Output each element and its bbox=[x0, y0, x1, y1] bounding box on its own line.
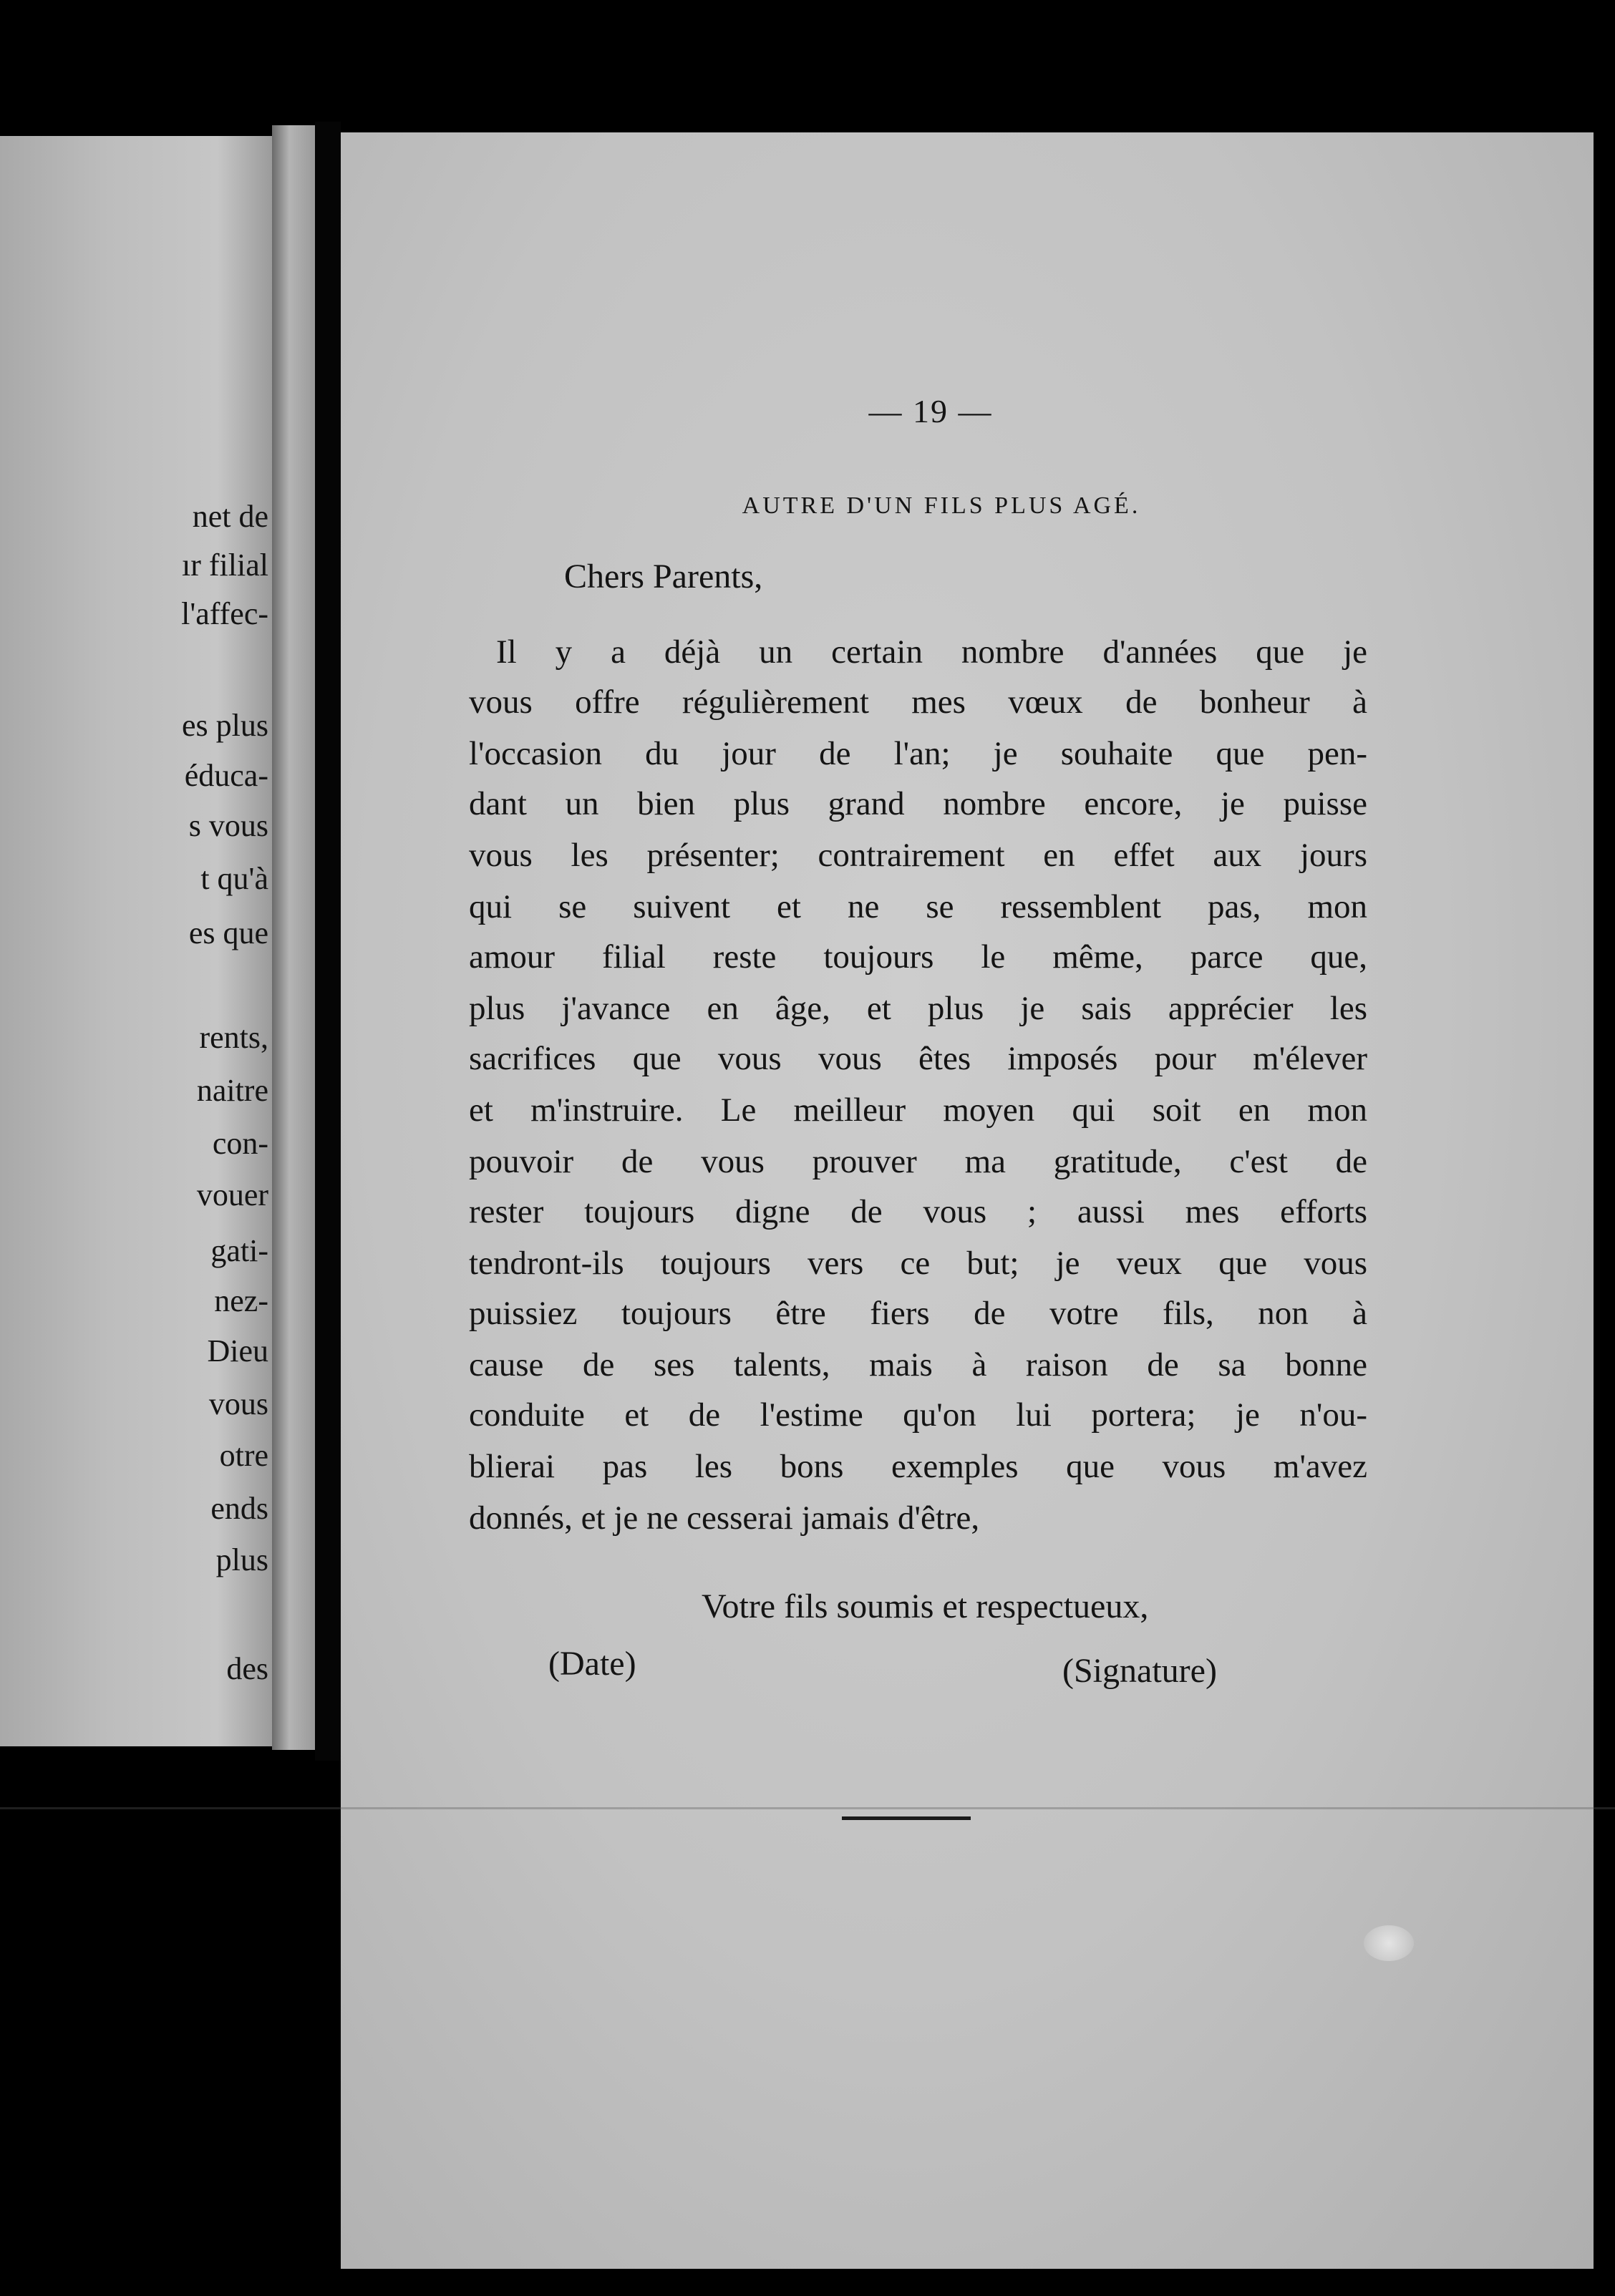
letter-body-line: vous les présenter; contrairement en effet aux jours bbox=[469, 837, 1367, 874]
letter-body-line: sacrifices que vous vous êtes imposés pour m'élever bbox=[469, 1040, 1367, 1077]
letter-body-line: vous offre régulièrement mes vœux de bonheur à bbox=[469, 684, 1367, 721]
left-page-line: otre bbox=[219, 1438, 268, 1473]
letter-body-line: et m'instruire. Le meilleur moyen qui soit en mon bbox=[469, 1091, 1367, 1129]
left-page-line: con- bbox=[212, 1126, 268, 1161]
left-page-line: ır filial bbox=[182, 548, 268, 583]
left-page-line: vous bbox=[208, 1386, 268, 1421]
letter-body-line: pouvoir de vous prouver ma gratitude, c'est de bbox=[469, 1143, 1367, 1180]
left-page-line: es que bbox=[188, 915, 268, 950]
left-page-line: s vous bbox=[188, 808, 268, 843]
paper-stain bbox=[1364, 1925, 1414, 1961]
letter-body-line: tendront-ils toujours vers ce but; je veux que vous bbox=[469, 1245, 1367, 1282]
left-page-line: nez- bbox=[214, 1283, 268, 1318]
left-page-line: es plus bbox=[182, 708, 268, 743]
scan-crease bbox=[0, 1807, 1615, 1809]
letter-body-line: rester toujours digne de vous ; aussi mes efforts bbox=[469, 1193, 1367, 1230]
left-page-line: t qu'à bbox=[200, 861, 268, 896]
left-page-line: Dieu bbox=[207, 1333, 268, 1368]
left-page-line: des bbox=[226, 1651, 268, 1686]
letter-body-line: dant un bien plus grand nombre encore, je puisse bbox=[469, 785, 1367, 822]
letter-body-line: qui se suivent et ne se ressemblent pas, mon bbox=[469, 888, 1367, 925]
letter-body-line: donnés, et je ne cesserai jamais d'être, bbox=[469, 1499, 980, 1537]
letter-body-line: amour filial reste toujours le même, parce que, bbox=[469, 938, 1367, 976]
end-rule bbox=[842, 1816, 971, 1820]
left-page-line: gati- bbox=[210, 1233, 268, 1268]
left-page-line: rents, bbox=[199, 1020, 268, 1055]
left-page-line: vouer bbox=[196, 1177, 268, 1212]
left-page-line: net de bbox=[192, 499, 268, 534]
letter-body-line: puissiez toujours être fiers de votre fils, non à bbox=[469, 1295, 1367, 1332]
left-page-line: naitre bbox=[196, 1073, 268, 1108]
left-page-edge bbox=[272, 125, 315, 1750]
letter-body-line: conduite et de l'estime qu'on lui portera; je n'ou- bbox=[469, 1396, 1367, 1434]
book-gutter bbox=[315, 122, 341, 1761]
letter-body-line: Il y a déjà un certain nombre d'années que je bbox=[496, 633, 1367, 671]
left-page-line: plus bbox=[215, 1542, 268, 1577]
salutation: Chers Parents, bbox=[564, 558, 763, 595]
signature-placeholder: (Signature) bbox=[1062, 1652, 1217, 1690]
date-placeholder: (Date) bbox=[548, 1645, 636, 1683]
left-page-line: éduca- bbox=[184, 758, 268, 793]
left-page-line: ends bbox=[210, 1491, 268, 1526]
closing-line: Votre fils soumis et respectueux, bbox=[702, 1587, 1149, 1625]
letter-body-line: blierai pas les bons exemples que vous m'avez bbox=[469, 1448, 1367, 1485]
page-number: — 19 — bbox=[868, 393, 993, 429]
letter-body-line: cause de ses talents, mais à raison de sa bonne bbox=[469, 1346, 1367, 1383]
letter-body-line: l'occasion du jour de l'an; je souhaite que pen- bbox=[469, 735, 1367, 772]
letter-body-line: plus j'avance en âge, et plus je sais apprécier les bbox=[469, 990, 1367, 1027]
left-page-line: l'affec- bbox=[181, 596, 268, 631]
letter-heading: AUTRE D'UN FILS PLUS AGÉ. bbox=[742, 492, 1141, 519]
